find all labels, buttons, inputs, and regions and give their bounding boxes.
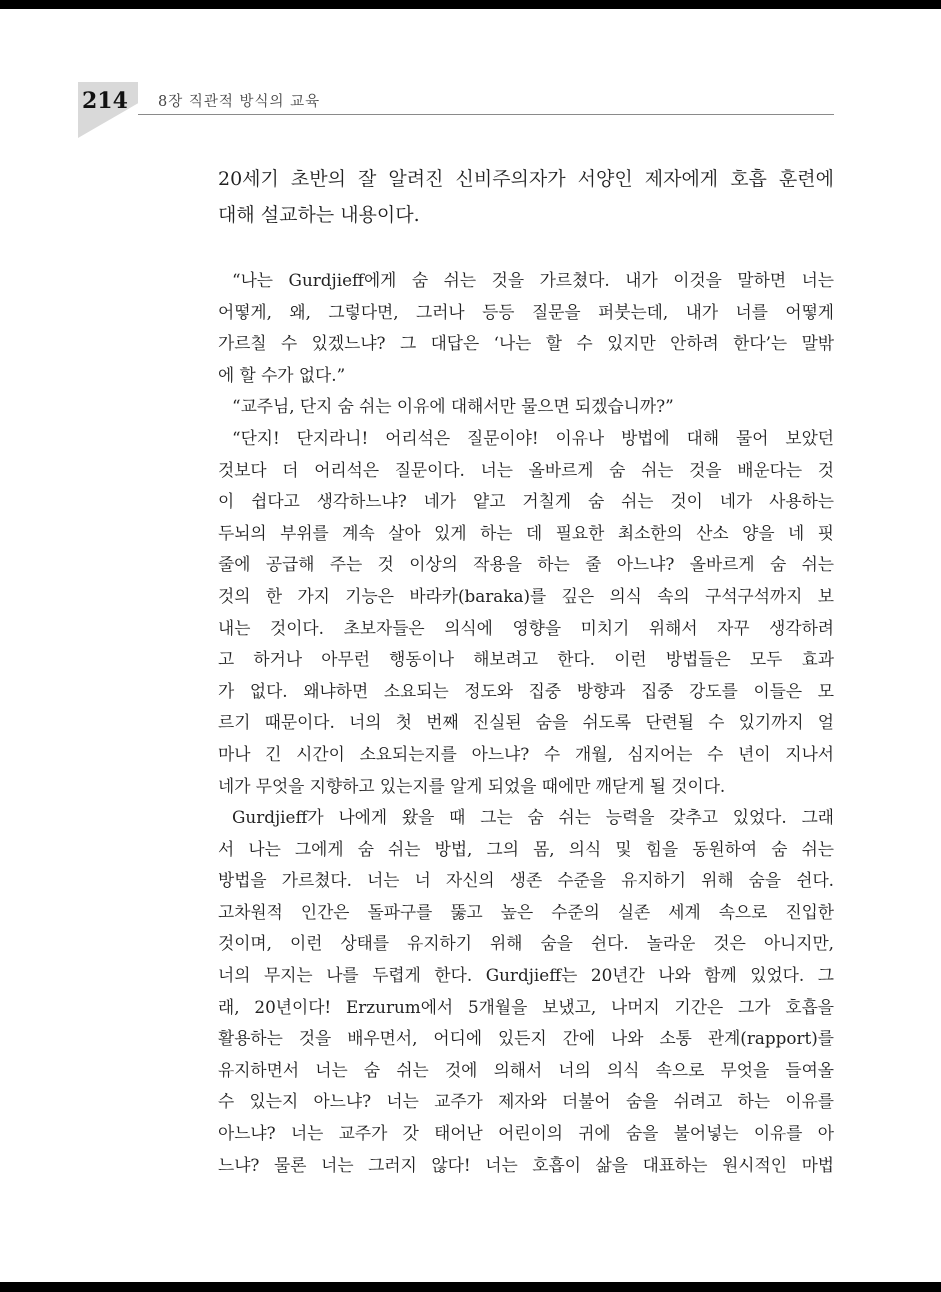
- text-line: 내는 것이다. 초보자들은 의식에 영향을 미치기 위해서 자꾸 생각하려: [218, 617, 834, 638]
- intro-line: 20세기 초반의 잘 알려진 신비주의자가 서양인 제자에게 호흡 훈련에: [218, 168, 834, 190]
- text-line: 느냐? 물론 너는 그러지 않다! 너는 호흡이 삶을 대표하는 원시적인 마법: [218, 1154, 834, 1175]
- text-line: 것보다 더 어리석은 질문이다. 너는 올바르게 숨 쉬는 것을 배운다는 것: [218, 459, 834, 480]
- text-line: 것의 한 가지 기능은 바라카(baraka)를 깊은 의식 속의 구석구석까지 보: [218, 585, 834, 606]
- text-line: “교주님, 단지 숨 쉬는 이유에 대해서만 물으면 되겠습니까?”: [232, 396, 674, 417]
- text-line: 가르칠 수 있겠느냐? 그 대답은 ‘나는 할 수 있지만 안하려 한다’는 말밖: [218, 333, 834, 354]
- text-line: 방법을 가르쳤다. 너는 너 자신의 생존 수준을 유지하기 위해 숨을 쉰다.: [218, 870, 834, 891]
- text-line: 어떻게, 왜, 그렇다면, 그러나 등등 질문을 퍼붓는데, 내가 너를 어떻게: [218, 301, 834, 322]
- text-line: 네가 무엇을 지향하고 있는지를 알게 되었을 때에만 깨닫게 될 것이다.: [218, 775, 726, 796]
- text-line: 너의 무지는 나를 두렵게 한다. Gurdjieff는 20년간 나와 함께 있었다. 그: [218, 965, 834, 986]
- text-line: “나는 Gurdjieff에게 숨 쉬는 것을 가르쳤다. 내가 이것을 말하면 너는: [232, 270, 834, 290]
- text-line: 아느냐? 너는 교주가 갓 태어난 어린이의 귀에 숨을 불어넣는 이유를 아: [218, 1123, 834, 1144]
- text-line: 줄에 공급해 주는 것 이상의 작용을 하는 줄 아느냐? 올바르게 숨 쉬는: [218, 554, 834, 575]
- text-line: 것이며, 이런 상태를 유지하기 위해 숨을 쉰다. 놀라운 것은 아니지만,: [218, 933, 834, 954]
- chapter-title: 8장 직관적 방식의 교육: [158, 94, 321, 110]
- text-line: 수 있는지 아느냐? 너는 교주가 제자와 더불어 숨을 쉬려고 하는 이유를: [218, 1091, 834, 1112]
- text-line: 이 쉽다고 생각하느냐? 네가 얕고 거칠게 숨 쉬는 것이 네가 사용하는: [218, 491, 834, 512]
- text-line: 고차원적 인간은 돌파구를 뚫고 높은 수준의 실존 세계 속으로 진입한: [218, 901, 834, 922]
- quote-passage: [218, 265, 834, 1181]
- top-border: [0, 0, 941, 9]
- bottom-border: [0, 1282, 941, 1292]
- text-line: 두뇌의 부위를 계속 살아 있게 하는 데 필요한 최소한의 산소 양을 네 핏: [218, 522, 834, 543]
- text-line: 활용하는 것을 배우면서, 어디에 있든지 간에 나와 소통 관계(rapport)를: [218, 1028, 834, 1049]
- text-line: 서 나는 그에게 숨 쉬는 방법, 그의 몸, 의식 및 힘을 동원하여 숨 쉬는: [218, 838, 834, 859]
- text-line: 에 할 수가 없다.”: [218, 364, 346, 385]
- text-line: 가 없다. 왜냐하면 소요되는 정도와 집중 방향과 집중 강도를 이들은 모: [218, 680, 834, 701]
- text-line: 르기 때문이다. 너의 첫 번째 진실된 숨을 쉬도록 단련될 수 있기까지 얼: [218, 712, 834, 733]
- text-line: 래, 20년이다! Erzurum에서 5개월을 보냈고, 나머지 기간은 그가 호흡을: [218, 996, 834, 1017]
- text-line: 마나 긴 시간이 소요되는지를 아느냐? 수 개월, 심지어는 수 년이 지나서: [218, 743, 834, 764]
- text-line: 고 하거나 아무런 행동이나 해보려고 한다. 이런 방법들은 모두 효과: [218, 649, 834, 670]
- page-number: 214: [82, 88, 128, 114]
- text-line: Gurdjieff가 나에게 왔을 때 그는 숨 쉬는 능력을 갖추고 있었다. 그래: [232, 807, 834, 828]
- intro-paragraph: [218, 161, 834, 233]
- text-line: “단지! 단지라니! 어리석은 질문이야! 이유나 방법에 대해 물어 보았던: [232, 427, 834, 448]
- header-rule: [138, 114, 834, 115]
- text-line: 유지하면서 너는 숨 쉬는 것에 의해서 너의 의식 속으로 무엇을 들여올: [218, 1059, 834, 1080]
- intro-line: 대해 설교하는 내용이다.: [218, 204, 420, 226]
